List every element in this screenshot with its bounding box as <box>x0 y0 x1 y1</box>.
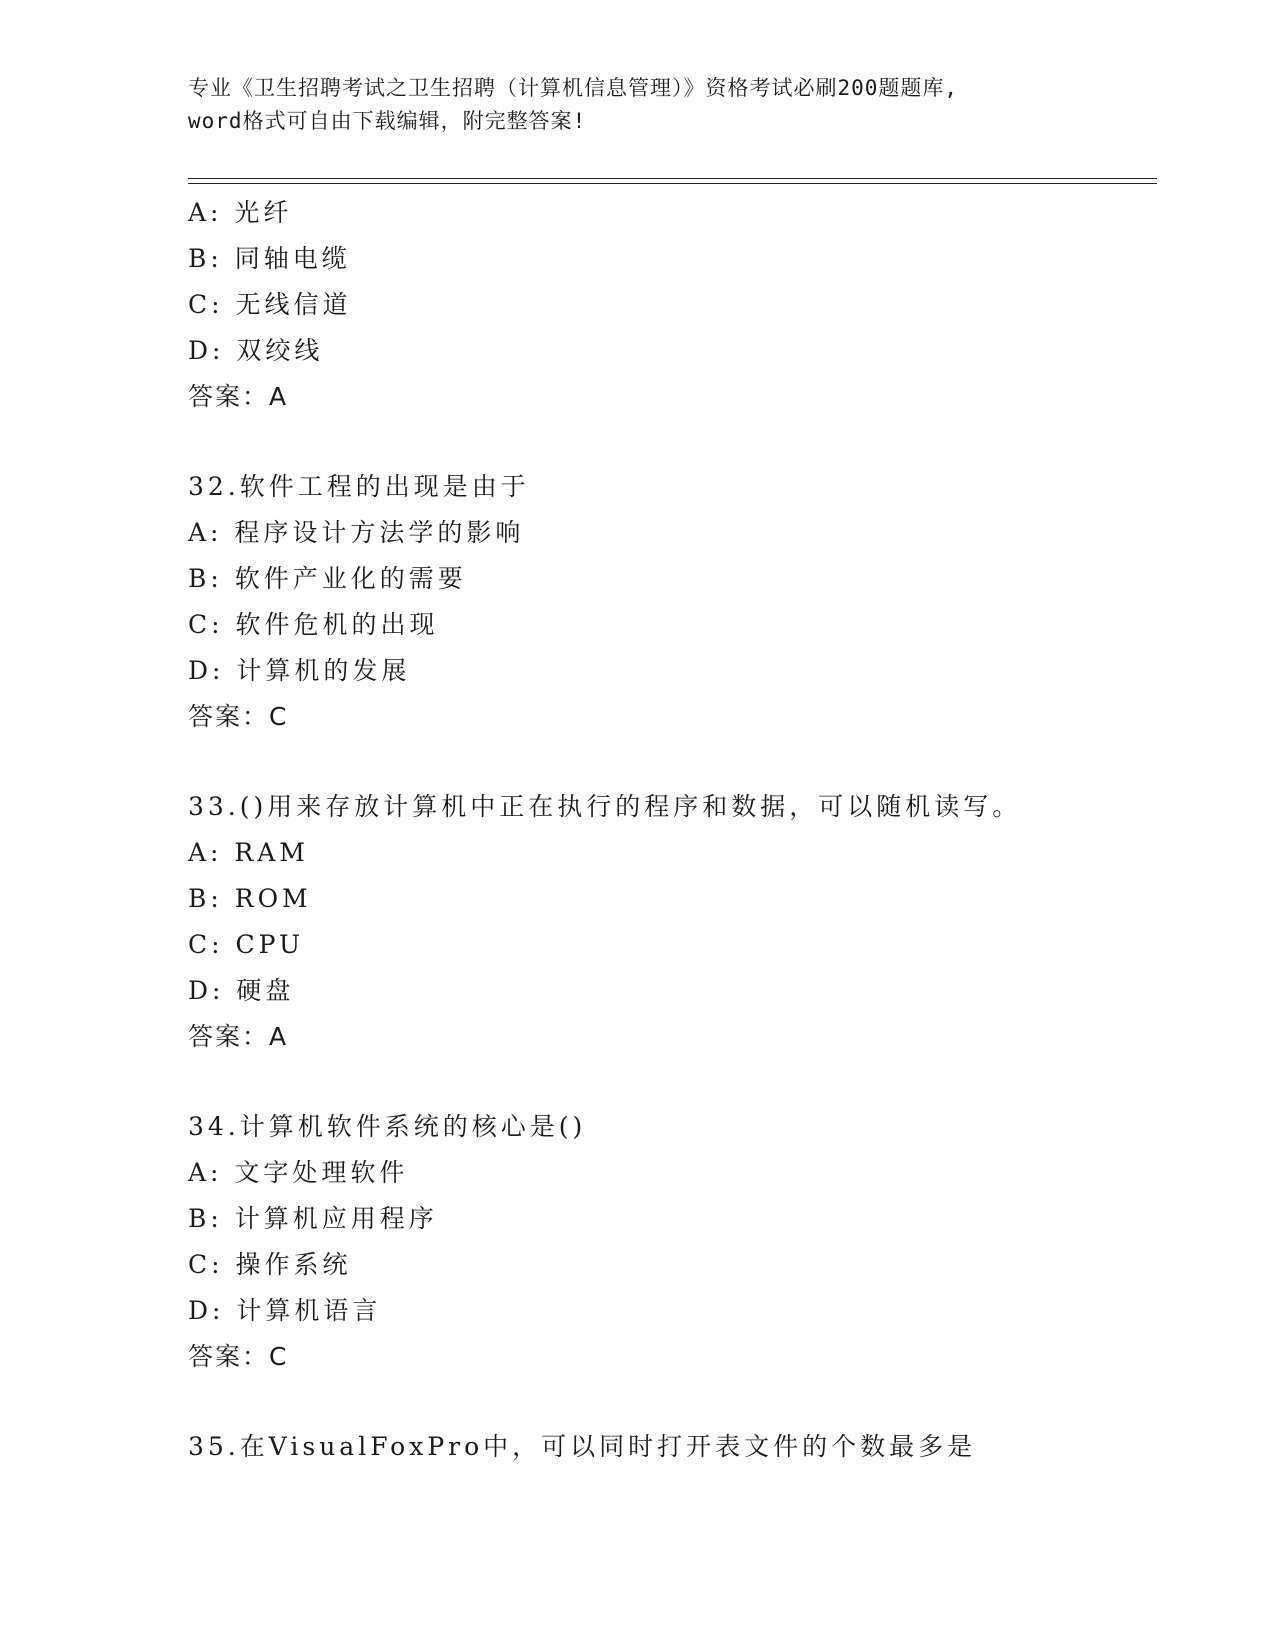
question-stem: 33.()用来存放计算机中正在执行的程序和数据，可以随机读写。 <box>188 792 1022 821</box>
option-a: A: 文字处理软件 <box>188 1158 409 1187</box>
spacer <box>188 1380 1128 1424</box>
option-a: A: 程序设计方法学的影响 <box>188 518 525 547</box>
question-block-34 <box>188 1104 1128 1380</box>
question-block-32 <box>188 464 1128 740</box>
option-a: A: RAM <box>188 838 309 867</box>
spacer <box>188 740 1128 784</box>
header-title-line2: word格式可自由下载编辑，附完整答案! <box>188 109 587 133</box>
question-block-31 <box>188 190 1128 420</box>
spacer <box>188 1060 1128 1104</box>
answer-text: 答案：A <box>188 382 289 411</box>
document-header <box>188 72 1088 138</box>
answer-text: 答案：C <box>188 1342 289 1371</box>
option-c: C: 软件危机的出现 <box>188 610 439 639</box>
answer-text: 答案：A <box>188 1022 289 1051</box>
option-d: D: 计算机语言 <box>188 1296 382 1325</box>
header-title-line1: 专业《卫生招聘考试之卫生招聘（计算机信息管理）》资格考试必刷200题题库, <box>188 76 959 100</box>
question-stem: 32.软件工程的出现是由于 <box>188 472 530 501</box>
header-divider-top <box>188 178 1157 179</box>
option-c: C: 无线信道 <box>188 290 352 319</box>
option-d: D: 计算机的发展 <box>188 656 411 685</box>
option-b: B: 同轴电缆 <box>188 244 351 273</box>
option-c: C: CPU <box>188 930 305 959</box>
spacer <box>188 420 1128 464</box>
option-c: C: 操作系统 <box>188 1250 352 1279</box>
question-block-33 <box>188 784 1128 1060</box>
option-b: B: 计算机应用程序 <box>188 1204 438 1233</box>
option-b: B: ROM <box>188 884 312 913</box>
answer-text: 答案：C <box>188 702 289 731</box>
option-d: D: 硬盘 <box>188 976 295 1005</box>
question-stem: 35.在VisualFoxPro中，可以同时打开表文件的个数最多是 <box>188 1432 977 1461</box>
question-list <box>188 190 1128 1470</box>
option-a: A: 光纤 <box>188 198 293 227</box>
question-block-35 <box>188 1424 1128 1470</box>
question-stem: 34.计算机软件系统的核心是() <box>188 1112 587 1141</box>
header-divider-bottom <box>188 183 1157 184</box>
option-b: B: 软件产业化的需要 <box>188 564 467 593</box>
option-d: D: 双绞线 <box>188 336 324 365</box>
